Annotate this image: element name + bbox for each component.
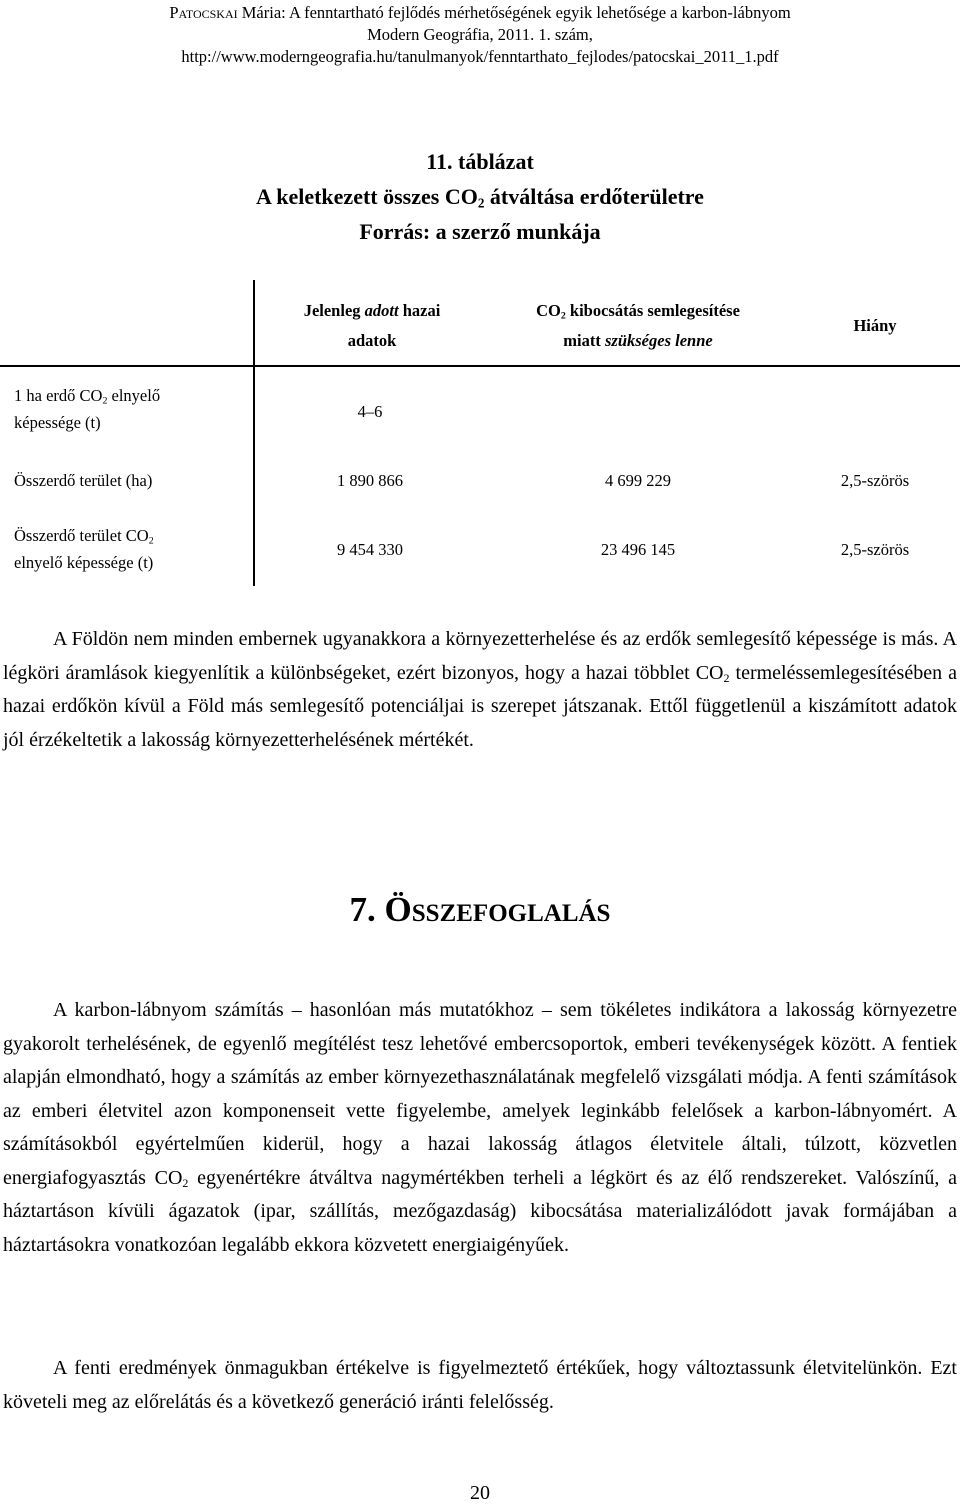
paragraph-absorption-note: A Földön nem minden embernek ugyanakkora a környezetterhelése és az erdők semlegesítő képessége is más. A légköri áramlások kiegyenlítik a különbségeket, ezért bizonyos, hogy a hazai többlet $CO_2$ termeléssemlegesítésében a hazai erdőkön kívül a Föld más semlegesítő potenciáljai is szerepet játszanak. Ettől függetlenül a kiszámított adatok jól érzékeltetik a lakosság környezetterhelésének mértékét. <box>3 628 957 751</box>
cell-absorption-value: 4–6 <box>357 402 383 421</box>
header-url[interactable]: http://www.moderngeografia.hu/tanulmanyok/fenntarthato_fejlodes/patocskai_2011_1.pdf <box>181 47 779 66</box>
cell-forest-area-needed: 4 699 229 <box>605 471 671 490</box>
section-heading-summary: 7. ÖSSZEFOGLALÁS <box>349 890 611 929</box>
column-header-needed: $CO_2$ kibocsátás semlegesítése miatt szükséges lenne <box>536 301 740 350</box>
page-number: 20 <box>470 1482 490 1504</box>
row-label-absorption-per-ha: 1 ha erdő $CO_2$ elnyelő képessége (t) <box>14 386 161 432</box>
header-citation-line <box>0 2 960 24</box>
cell-total-absorption-current: 9 454 330 <box>337 540 403 559</box>
table-caption <box>0 144 960 249</box>
table-vertical-divider <box>253 280 255 586</box>
running-header <box>0 2 960 68</box>
cell-total-absorption-deficit: 2,5-szörös <box>840 540 910 559</box>
paragraph-summary-1: A karbon-lábnyom számítás – hasonlóan más mutatókhoz – sem tökéletes indikátora a lakosság környezetre gyakorolt terhelésének, de egyenlő megítélést tesz lehetővé embercsoportok, emberi tevékenységek között. A fentiek alapján elmondható, hogy a számítás az ember környezethasználatának megfelelő vizsgálati módja. A fenti számítások az emberi életvitel azon komponenseit vette figyelembe, amelyek leginkább felelősek a karbon-lábnyomért. A számításokból egyértelműen kiderül, hogy a hazai lakosság átlagos életvitele általi, túlzott, közvetlen energiafogyasztás $CO_2$ egyenértékre átváltva nagymértékben terheli a légkört és az élő rendszereket. Valószínű, a háztartáson kívüli ágazatok (ipar, szállítás, mezőgazdaság) kibocsátása materializálódott javak formájában a háztartásokra vonatkozóan legalább ekkora közvetett energiaigényűek. <box>3 999 957 1256</box>
cell-forest-area-deficit: 2,5-szörös <box>840 471 910 490</box>
cell-total-absorption-needed: 23 496 145 <box>600 540 676 559</box>
table-title: A keletkezett összes $CO_2$ átváltása erdőterületre <box>256 184 704 211</box>
header-journal: Modern Geográfia, 2011. 1. szám, <box>367 25 593 44</box>
paragraph-summary-2: A fenti eredmények önmagukban értékelve is figyelmeztető értékűek, hogy változtassunk életvitelünkön. Ezt követeli meg az előrelátás és a következő generáció iránti felelősség. <box>3 1357 957 1413</box>
table-number: 11. táblázat <box>426 149 534 174</box>
data-table <box>0 280 960 586</box>
header-title: Mária: A fenntartható fejlődés mérhetőségének egyik lehetősége a karbon-lábnyom <box>237 3 791 22</box>
row-label-total-absorption: Összerdő terület $CO_2$ elnyelő képessége (t) <box>14 526 154 572</box>
cell-forest-area-current: 1 890 866 <box>337 471 403 490</box>
column-header-deficit: Hiány <box>853 316 897 335</box>
table-source: Forrás: a szerző munkája <box>359 219 601 244</box>
table-header-divider <box>0 365 960 367</box>
row-label-total-forest-area: Összerdő terület (ha) <box>14 471 153 490</box>
header-author: Patocskai <box>169 3 238 22</box>
column-header-current: Jelenleg adott hazai adatok <box>303 301 441 350</box>
